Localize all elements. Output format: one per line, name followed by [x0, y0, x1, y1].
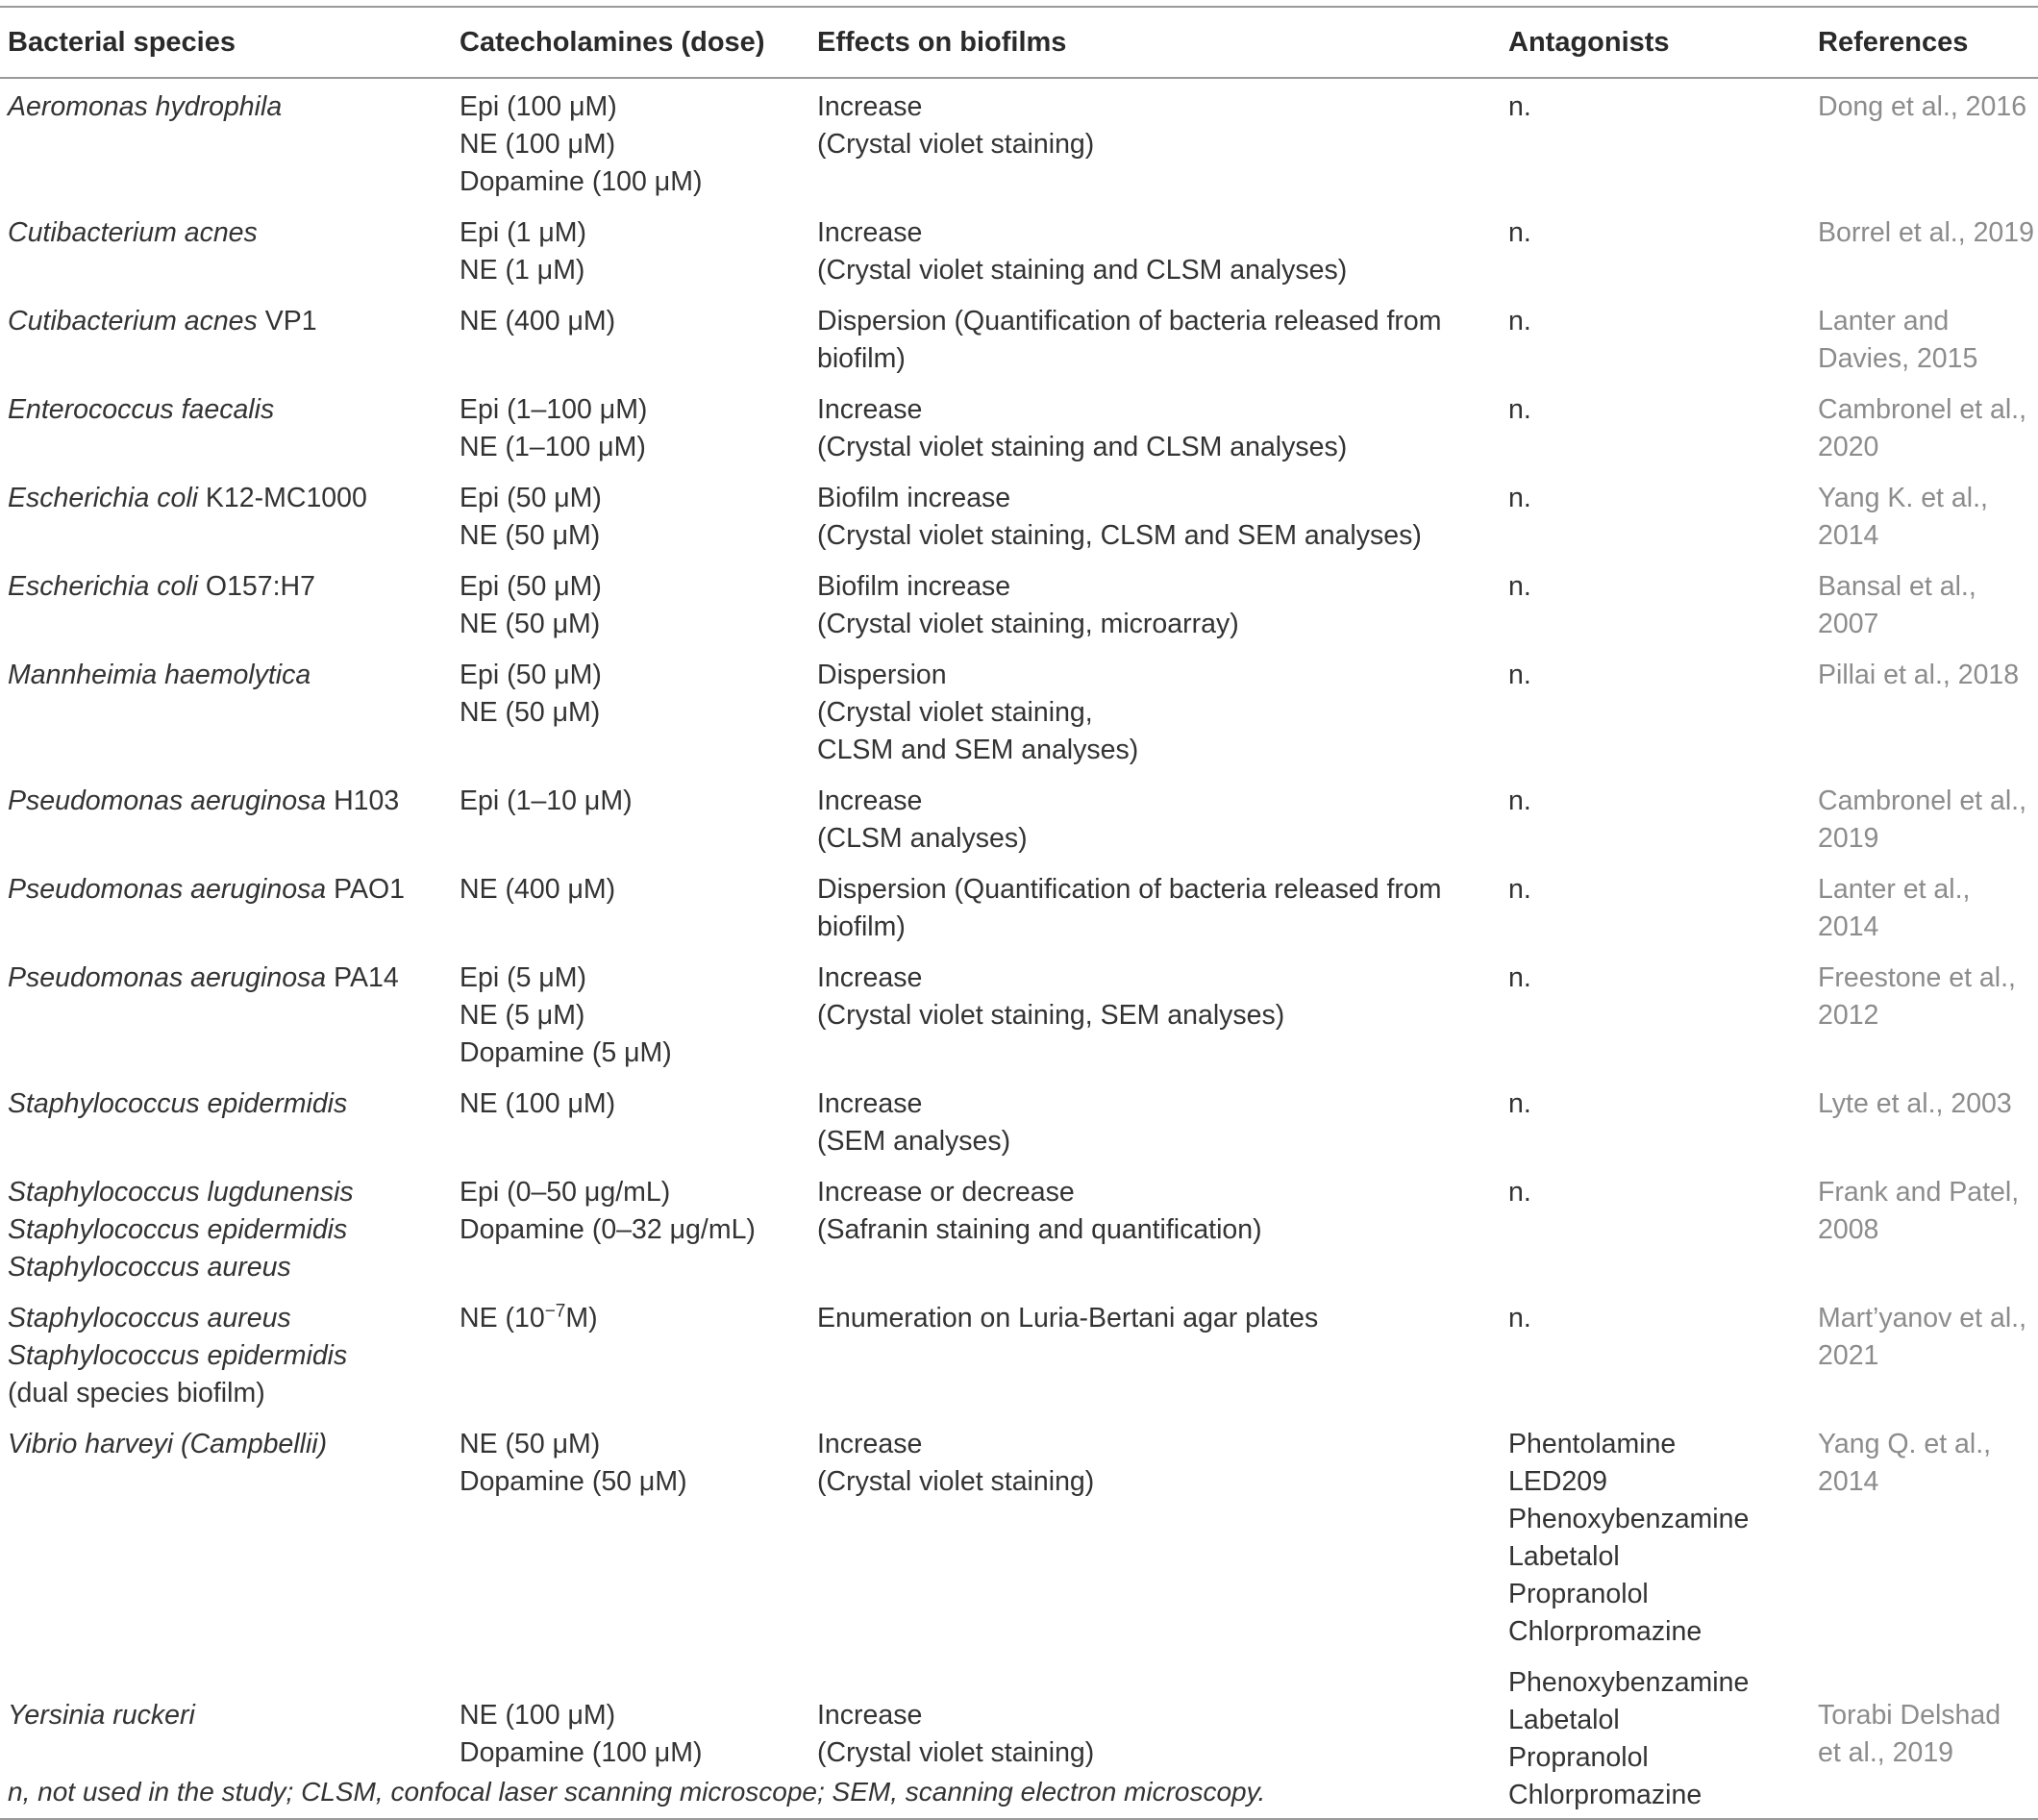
effect-line: Biofilm increase	[817, 571, 1011, 602]
table-footnote: n, not used in the study; CLSM, confocal laser scanning microscope; SEM, scanning electron microscopy.	[8, 1777, 1266, 1807]
cell-species	[0, 559, 452, 647]
table-row	[0, 647, 2038, 773]
cell-species	[0, 1076, 452, 1164]
species-name: Cutibacterium acnes	[8, 306, 258, 337]
cell-effects	[809, 647, 1501, 773]
antagonist-line: n.	[1508, 962, 1531, 993]
dose-line: Dopamine (50 μM)	[460, 1466, 687, 1497]
antagonist-line: Propranolol	[1508, 1579, 1649, 1609]
cell-effects	[809, 78, 1501, 205]
cell-species	[0, 861, 452, 950]
cell-dose	[452, 1416, 809, 1655]
effect-line: Biofilm increase	[817, 483, 1011, 513]
header-catecholamines: Catecholamines (dose)	[460, 26, 765, 58]
cell-dose	[452, 293, 809, 382]
dose-line: NE (400 μM)	[460, 874, 616, 905]
cell-antagonists	[1501, 470, 1810, 559]
cell-dose	[452, 647, 809, 773]
table-row	[0, 1076, 2038, 1164]
reference-line[interactable]: 2014	[1818, 911, 1879, 942]
reference-line[interactable]: Torabi Delshad	[1818, 1700, 2001, 1731]
antagonist-line: n.	[1508, 1303, 1531, 1334]
reference-line[interactable]: 2019	[1818, 823, 1879, 854]
effect-line: (Crystal violet staining, CLSM and SEM analyses)	[817, 520, 1422, 551]
effect-line: (Safranin staining and quantification)	[817, 1214, 1262, 1245]
cell-antagonists	[1501, 1655, 1810, 1818]
cell-reference[interactable]	[1810, 470, 2038, 559]
cell-effects	[809, 1076, 1501, 1164]
effect-line: Dispersion (Quantification of bacteria released from	[817, 874, 1442, 905]
species-name: Aeromonas hydrophila	[8, 91, 283, 122]
cell-antagonists	[1501, 78, 1810, 205]
reference-line[interactable]: 2007	[1818, 609, 1879, 639]
antagonist-line: LED209	[1508, 1466, 1607, 1497]
table-row	[0, 293, 2038, 382]
strain-label: H103	[326, 785, 400, 816]
species-name: Escherichia coli	[8, 483, 198, 513]
dose-line: NE (400 μM)	[460, 306, 616, 337]
reference-line[interactable]: Yang Q. et al.,	[1818, 1429, 1992, 1459]
strain-label: VP1	[257, 306, 317, 337]
cell-dose	[452, 773, 809, 861]
species-name: Pseudomonas aeruginosa	[8, 962, 327, 993]
species-name: Staphylococcus aureus	[8, 1252, 291, 1283]
cell-dose	[452, 1290, 809, 1416]
cell-effects	[809, 559, 1501, 647]
antagonist-line: Labetalol	[1508, 1705, 1620, 1735]
species-line	[8, 1211, 452, 1249]
table-container	[0, 6, 2038, 1820]
dose-line: NE (100 μM)	[460, 1700, 616, 1731]
cell-antagonists	[1501, 861, 1810, 950]
antagonist-line: Phenoxybenzamine	[1508, 1504, 1750, 1534]
effect-line: Increase	[817, 785, 923, 816]
cell-effects	[809, 470, 1501, 559]
dose-line: Epi (50 μM)	[460, 660, 602, 690]
dose-exponent: −7	[544, 1301, 566, 1322]
cell-species	[0, 205, 452, 293]
species-name: Escherichia coli	[8, 571, 198, 602]
species-line	[8, 1085, 452, 1123]
dose-line: NE (50 μM)	[460, 520, 601, 551]
reference-line[interactable]: Borrel et al., 2019	[1818, 217, 2034, 248]
effect-line: (Crystal violet staining, microarray)	[817, 609, 1239, 639]
species-name: Pseudomonas aeruginosa	[8, 785, 327, 816]
dose-line: Epi (100 μM)	[460, 91, 617, 122]
table-row	[0, 1416, 2038, 1655]
species-line	[8, 1426, 452, 1463]
effect-line: (Crystal violet staining,	[817, 697, 1093, 728]
antagonist-line: Chlorpromazine	[1508, 1780, 1702, 1810]
dose-unit: M)	[565, 1303, 598, 1334]
dose-line: Epi (50 μM)	[460, 483, 602, 513]
table-row	[0, 470, 2038, 559]
effect-line: (CLSM analyses)	[817, 823, 1028, 854]
cell-species	[0, 1164, 452, 1290]
table-row	[0, 950, 2038, 1076]
antagonist-line: Phenoxybenzamine	[1508, 1667, 1750, 1698]
cell-reference[interactable]	[1810, 293, 2038, 382]
reference-line[interactable]: 2014	[1818, 520, 1879, 551]
species-name: Enterococcus faecalis	[8, 394, 275, 425]
cell-antagonists	[1501, 205, 1810, 293]
cell-dose	[452, 1076, 809, 1164]
cell-effects	[809, 293, 1501, 382]
effect-line: Increase	[817, 1429, 923, 1459]
cell-species	[0, 293, 452, 382]
header-species: Bacterial species	[8, 26, 236, 58]
antagonist-line: Propranolol	[1508, 1742, 1649, 1773]
cell-reference[interactable]	[1810, 205, 2038, 293]
effect-line: (Crystal violet staining and CLSM analyses)	[817, 255, 1348, 286]
species-name: Staphylococcus lugdunensis	[8, 1177, 354, 1208]
antagonist-line: n.	[1508, 1177, 1531, 1208]
table-row	[0, 205, 2038, 293]
effect-line: biofilm)	[817, 343, 906, 374]
species-line	[8, 1174, 452, 1211]
header-antagonists: Antagonists	[1508, 26, 1670, 58]
dose-line: Dopamine (0–32 μg/mL)	[460, 1214, 756, 1245]
dose-line: NE (100 μM)	[460, 1088, 616, 1119]
cell-reference[interactable]	[1810, 78, 2038, 205]
table-row	[0, 78, 2038, 205]
reference-line[interactable]: Dong et al., 2016	[1818, 91, 2027, 122]
dose-line: Epi (5 μM)	[460, 962, 587, 993]
dose-line: NE (1 μM)	[460, 255, 585, 286]
cell-reference[interactable]	[1810, 861, 2038, 950]
antagonist-line: n.	[1508, 1088, 1531, 1119]
dose-line: Epi (1–100 μM)	[460, 394, 648, 425]
cell-reference[interactable]	[1810, 1164, 2038, 1290]
cell-antagonists	[1501, 773, 1810, 861]
table-row	[0, 382, 2038, 470]
catecholamine-biofilm-table	[0, 8, 2038, 1818]
effect-line: (Crystal violet staining)	[817, 1466, 1095, 1497]
species-name: Staphylococcus epidermidis	[8, 1088, 348, 1119]
effect-line: (Crystal violet staining)	[817, 129, 1095, 160]
antagonist-line: n.	[1508, 660, 1531, 690]
effect-line: (Crystal violet staining)	[817, 1737, 1095, 1768]
strain-label: O157:H7	[198, 571, 315, 602]
table-body	[0, 78, 2038, 1818]
dose-text: NE (10	[460, 1303, 545, 1334]
cell-species	[0, 950, 452, 1076]
species-line	[8, 783, 452, 820]
cell-dose	[452, 559, 809, 647]
antagonist-line: n.	[1508, 91, 1531, 122]
reference-line[interactable]: Frank and Patel,	[1818, 1177, 2020, 1208]
cell-antagonists	[1501, 950, 1810, 1076]
species-line	[8, 657, 452, 694]
dose-line	[460, 1300, 809, 1337]
cell-effects	[809, 1416, 1501, 1655]
cell-species	[0, 78, 452, 205]
species-line	[8, 871, 452, 909]
species-line	[8, 1337, 452, 1375]
effect-line: Increase	[817, 91, 923, 122]
reference-line[interactable]: 2008	[1818, 1214, 1879, 1245]
table-row	[0, 773, 2038, 861]
reference-line[interactable]: Lyte et al., 2003	[1818, 1088, 2012, 1119]
antagonist-line: n.	[1508, 306, 1531, 337]
reference-line[interactable]: Bansal et al.,	[1818, 571, 1976, 602]
effect-line: Enumeration on Luria-Bertani agar plates	[817, 1303, 1319, 1334]
dose-line: Epi (1 μM)	[460, 217, 587, 248]
effect-line: Increase	[817, 217, 923, 248]
species-line	[8, 88, 452, 126]
species-line	[8, 960, 452, 997]
effect-line: biofilm)	[817, 911, 906, 942]
cell-reference[interactable]	[1810, 950, 2038, 1076]
table-row	[0, 1164, 2038, 1290]
cell-effects	[809, 773, 1501, 861]
cell-reference[interactable]	[1810, 773, 2038, 861]
cell-reference[interactable]	[1810, 1416, 2038, 1655]
species-line	[8, 1697, 452, 1734]
cell-antagonists	[1501, 559, 1810, 647]
header-references: References	[1818, 26, 1969, 58]
reference-line[interactable]: Davies, 2015	[1818, 343, 1978, 374]
reference-line[interactable]: Mart’yanov et al.,	[1818, 1303, 2027, 1334]
table-row	[0, 1290, 2038, 1416]
species-line	[8, 568, 452, 606]
antagonist-line: n.	[1508, 785, 1531, 816]
effect-line: CLSM and SEM analyses)	[817, 735, 1139, 765]
table-row	[0, 559, 2038, 647]
species-name: Staphylococcus epidermidis	[8, 1214, 348, 1245]
antagonist-line: n.	[1508, 874, 1531, 905]
header-row	[0, 8, 2038, 78]
effect-line: Dispersion (Quantification of bacteria released from	[817, 306, 1442, 337]
species-name: Yersinia ruckeri	[8, 1700, 195, 1731]
cell-antagonists	[1501, 1416, 1810, 1655]
antagonist-line: n.	[1508, 217, 1531, 248]
cell-dose	[452, 861, 809, 950]
antagonist-line: n.	[1508, 483, 1531, 513]
antagonist-line: Labetalol	[1508, 1541, 1620, 1572]
reference-line[interactable]: et al., 2019	[1818, 1737, 1954, 1768]
dose-line: Epi (50 μM)	[460, 571, 602, 602]
species-line	[8, 1375, 452, 1412]
cell-dose	[452, 78, 809, 205]
reference-line[interactable]: Cambronel et al.,	[1818, 785, 2027, 816]
dose-line: Epi (1–10 μM)	[460, 785, 633, 816]
strain-label: PA14	[326, 962, 399, 993]
cell-species	[0, 1416, 452, 1655]
strain-label: PAO1	[326, 874, 405, 905]
cell-antagonists	[1501, 293, 1810, 382]
cell-effects	[809, 861, 1501, 950]
cell-dose	[452, 1164, 809, 1290]
antagonist-line: n.	[1508, 571, 1531, 602]
header-effects: Effects on biofilms	[817, 26, 1067, 58]
effect-line: (Crystal violet staining, SEM analyses)	[817, 1000, 1285, 1031]
cell-reference[interactable]	[1810, 382, 2038, 470]
reference-line[interactable]: Pillai et al., 2018	[1818, 660, 2020, 690]
cell-effects	[809, 1164, 1501, 1290]
cell-antagonists	[1501, 1076, 1810, 1164]
reference-line[interactable]: 2012	[1818, 1000, 1879, 1031]
strain-label: (dual species biofilm)	[8, 1378, 265, 1409]
antagonist-line: n.	[1508, 394, 1531, 425]
species-line	[8, 1300, 452, 1337]
species-name: Staphylococcus epidermidis	[8, 1340, 348, 1371]
dose-line: NE (100 μM)	[460, 129, 616, 160]
cell-species	[0, 382, 452, 470]
dose-line: NE (50 μM)	[460, 1429, 601, 1459]
cell-effects	[809, 1290, 1501, 1416]
antagonist-line: Chlorpromazine	[1508, 1616, 1702, 1647]
cell-dose	[452, 205, 809, 293]
table-row	[0, 861, 2038, 950]
species-line	[8, 480, 452, 517]
effect-line: (Crystal violet staining and CLSM analyses)	[817, 432, 1348, 462]
species-name: Cutibacterium acnes	[8, 217, 258, 248]
dose-line: Epi (0–50 μg/mL)	[460, 1177, 671, 1208]
reference-line[interactable]: 2020	[1818, 432, 1879, 462]
species-name: Mannheimia haemolytica	[8, 660, 311, 690]
species-name: Pseudomonas aeruginosa	[8, 874, 327, 905]
dose-line: Dopamine (100 μM)	[460, 166, 703, 197]
species-line	[8, 214, 452, 252]
species-line	[8, 391, 452, 429]
cell-effects	[809, 382, 1501, 470]
reference-line[interactable]: Lanter and	[1818, 306, 1950, 337]
reference-line[interactable]: 2021	[1818, 1340, 1879, 1371]
reference-line[interactable]: Freestone et al.,	[1818, 962, 2016, 993]
dose-line: NE (50 μM)	[460, 697, 601, 728]
effect-line: (SEM analyses)	[817, 1126, 1011, 1157]
effect-line: Increase or decrease	[817, 1177, 1075, 1208]
species-name: Vibrio harveyi (Campbellii)	[8, 1429, 328, 1459]
reference-line[interactable]: Cambronel et al.,	[1818, 394, 2027, 425]
cell-antagonists	[1501, 1164, 1810, 1290]
cell-species	[0, 647, 452, 773]
cell-antagonists	[1501, 382, 1810, 470]
effect-line: Increase	[817, 962, 923, 993]
cell-antagonists	[1501, 647, 1810, 773]
cell-reference[interactable]	[1810, 1076, 2038, 1164]
reference-line[interactable]: 2014	[1818, 1466, 1879, 1497]
cell-reference[interactable]	[1810, 1655, 2038, 1818]
cell-species	[0, 773, 452, 861]
cell-antagonists	[1501, 1290, 1810, 1416]
strain-label: K12-MC1000	[198, 483, 367, 513]
cell-effects	[809, 205, 1501, 293]
dose-line: NE (50 μM)	[460, 609, 601, 639]
reference-line[interactable]: Yang K. et al.,	[1818, 483, 1988, 513]
effect-line: Increase	[817, 1700, 923, 1731]
dose-line: NE (5 μM)	[460, 1000, 585, 1031]
antagonist-line: Phentolamine	[1508, 1429, 1677, 1459]
cell-dose	[452, 382, 809, 470]
species-name: Staphylococcus aureus	[8, 1303, 291, 1334]
cell-reference[interactable]	[1810, 1290, 2038, 1416]
species-line	[8, 1249, 452, 1286]
cell-dose	[452, 950, 809, 1076]
effect-line: Increase	[817, 1088, 923, 1119]
effect-line: Increase	[817, 394, 923, 425]
effect-line: Dispersion	[817, 660, 947, 690]
cell-dose	[452, 470, 809, 559]
cell-reference[interactable]	[1810, 647, 2038, 773]
cell-reference[interactable]	[1810, 559, 2038, 647]
dose-line: Dopamine (100 μM)	[460, 1737, 703, 1768]
cell-effects	[809, 950, 1501, 1076]
dose-line: Dopamine (5 μM)	[460, 1037, 672, 1068]
dose-line: NE (1–100 μM)	[460, 432, 646, 462]
cell-species	[0, 470, 452, 559]
species-line	[8, 303, 452, 340]
cell-species	[0, 1290, 452, 1416]
reference-line[interactable]: Lanter et al.,	[1818, 874, 1971, 905]
